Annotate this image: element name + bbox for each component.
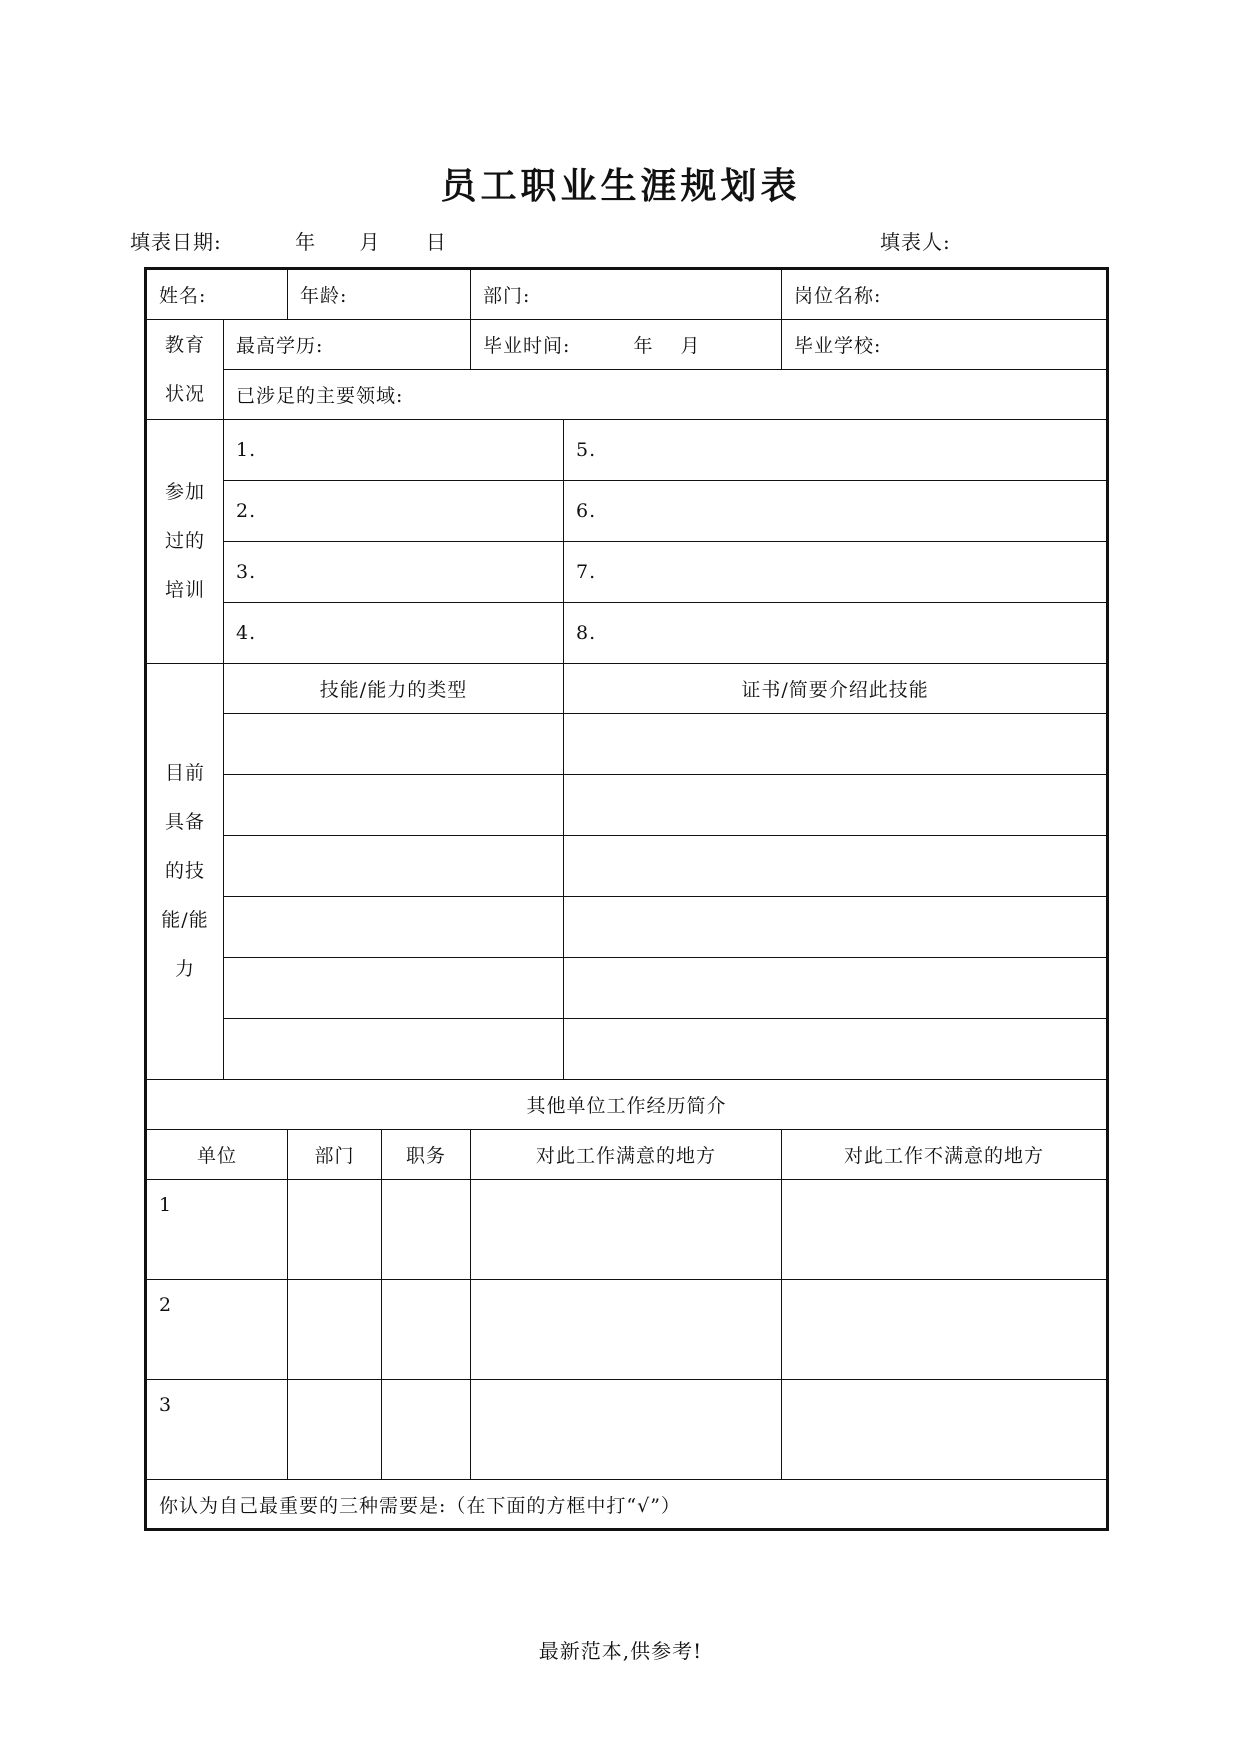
work-row-unsatisfied[interactable] [782, 1180, 1108, 1280]
department-cell[interactable]: 部门: [471, 269, 782, 320]
training-side-label [146, 420, 224, 664]
skill-cert-cell[interactable] [564, 775, 1108, 836]
work-header-satisfied: 对此工作满意的地方 [471, 1130, 782, 1180]
work-row-unit[interactable]: 2 [146, 1280, 288, 1380]
education-side-label [146, 320, 224, 420]
training-item[interactable]: 5. [564, 420, 1108, 481]
work-row-title[interactable] [382, 1380, 471, 1480]
work-row-unsatisfied[interactable] [782, 1280, 1108, 1380]
grad-time-label: 毕业时间: [483, 335, 571, 357]
training-item[interactable]: 4. [224, 603, 564, 664]
skill-cert-header: 证书/简要介绍此技能 [564, 664, 1108, 714]
work-row-unsatisfied[interactable] [782, 1380, 1108, 1480]
skill-cert-cell[interactable] [564, 958, 1108, 1019]
filler-label: 填表人: [880, 230, 951, 254]
skill-type-cell[interactable] [224, 714, 564, 775]
skill-cert-cell[interactable] [564, 897, 1108, 958]
skills-side-line: 的技 [164, 860, 205, 882]
education-side-line: 教育 [164, 333, 205, 356]
skills-side-line: 具备 [164, 811, 205, 833]
work-row-unit[interactable]: 3 [146, 1380, 288, 1480]
work-row-dept[interactable] [288, 1380, 382, 1480]
work-header-unit: 单位 [146, 1130, 288, 1180]
skill-type-cell[interactable] [224, 775, 564, 836]
skill-type-cell[interactable] [224, 958, 564, 1019]
skill-type-cell[interactable] [224, 897, 564, 958]
skill-type-header: 技能/能力的类型 [224, 664, 564, 714]
day-label: 日 [425, 230, 447, 254]
work-row-unit[interactable]: 1 [146, 1180, 288, 1280]
work-row-dept[interactable] [288, 1180, 382, 1280]
needs-prompt: 你认为自己最重要的三种需要是:（在下面的方框中打“√”） [146, 1480, 1108, 1530]
age-cell[interactable]: 年龄: [288, 269, 471, 320]
skills-side-line: 力 [174, 958, 195, 980]
work-header-unsatisfied: 对此工作不满意的地方 [782, 1130, 1108, 1180]
work-row-satisfied[interactable] [471, 1380, 782, 1480]
year-label: 年 [295, 230, 317, 254]
training-item[interactable]: 1. [224, 420, 564, 481]
work-row-title[interactable] [382, 1280, 471, 1380]
skill-cert-cell[interactable] [564, 1019, 1108, 1080]
work-header-dept: 部门 [288, 1130, 382, 1180]
work-row-satisfied[interactable] [471, 1280, 782, 1380]
work-history-title: 其他单位工作经历简介 [146, 1080, 1108, 1130]
fill-date [130, 226, 447, 255]
grad-month-label: 月 [680, 335, 701, 357]
training-item[interactable]: 6. [564, 481, 1108, 542]
skill-type-cell[interactable] [224, 836, 564, 897]
skill-type-cell[interactable] [224, 1019, 564, 1080]
training-side-line: 参加 [164, 481, 205, 503]
grad-year-label: 年 [633, 335, 654, 357]
work-row-dept[interactable] [288, 1280, 382, 1380]
school-cell[interactable]: 毕业学校: [782, 320, 1108, 370]
training-side-line: 培训 [164, 579, 205, 601]
footer-note: 最新范本,供参考! [538, 1639, 703, 1663]
grad-time-cell[interactable] [471, 320, 782, 370]
date-label: 填表日期: [130, 230, 222, 254]
skill-cert-cell[interactable] [564, 714, 1108, 775]
training-side-line: 过的 [164, 530, 205, 552]
month-label: 月 [359, 230, 381, 254]
skill-cert-cell[interactable] [564, 836, 1108, 897]
skills-side-line: 能/能 [161, 909, 209, 931]
skills-side-label [146, 664, 224, 1080]
skills-side-line: 目前 [164, 762, 205, 784]
career-plan-form [144, 267, 1109, 1531]
name-cell[interactable]: 姓名: [146, 269, 288, 320]
work-row-title[interactable] [382, 1180, 471, 1280]
work-header-title: 职务 [382, 1130, 471, 1180]
training-item[interactable]: 8. [564, 603, 1108, 664]
degree-cell[interactable]: 最高学历: [224, 320, 471, 370]
training-item[interactable]: 2. [224, 481, 564, 542]
education-side-line: 状况 [164, 382, 205, 405]
fields-cell[interactable]: 已涉足的主要领域: [224, 370, 1108, 420]
work-row-satisfied[interactable] [471, 1180, 782, 1280]
position-cell[interactable]: 岗位名称: [782, 269, 1108, 320]
page-title: 员工职业生涯规划表 [440, 165, 801, 207]
training-item[interactable]: 3. [224, 542, 564, 603]
training-item[interactable]: 7. [564, 542, 1108, 603]
